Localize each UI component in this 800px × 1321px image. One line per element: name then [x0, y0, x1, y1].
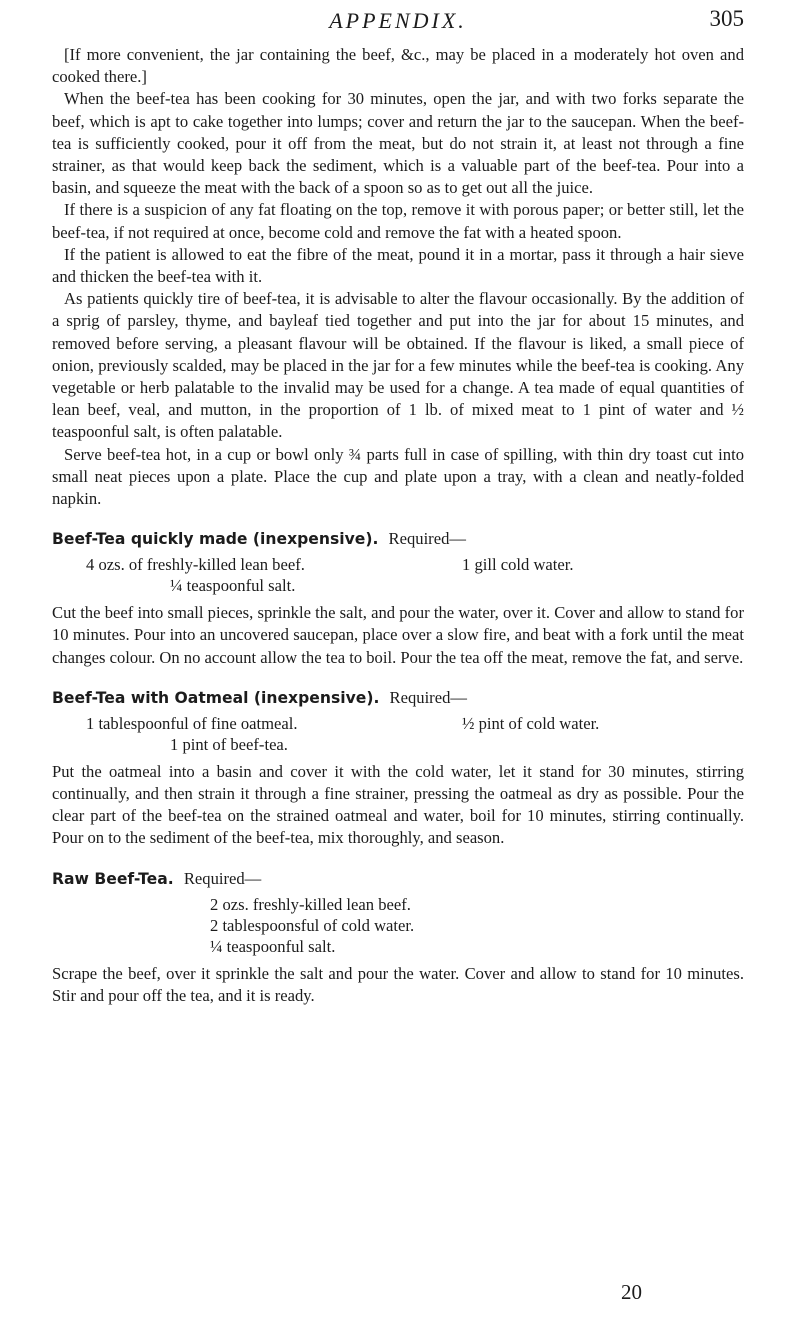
- ingredient: 4 ozs. of freshly-killed lean beef.: [86, 555, 305, 575]
- paragraph: If there is a suspicion of any fat floating on the top, remove it with porous paper; or better still, let the beef-tea, if not required at once, become cold and remove the fat with a heated spoon.: [52, 200, 744, 242]
- recipe-beef-tea-quick: [52, 528, 744, 669]
- signature-mark: 20: [621, 1280, 642, 1304]
- required-label: Required—: [389, 687, 467, 707]
- required-label: Required—: [388, 529, 466, 549]
- ingredients: [52, 894, 744, 957]
- page-number: 305: [709, 6, 744, 31]
- recipe-title: Beef-Tea with Oatmeal (inexpensive).: [52, 688, 380, 707]
- recipe-method: Put the oatmeal into a basin and cover it with the cold water, let it stand for 30 minutes, stirring continually, and then strain it through a fine strainer, pressing the oatmeal as dry as possible. Pour the clear part of the beef-tea on the strained oatmeal and water, boil for 10 minutes, stirring continually. Pour on to the sediment of the beef-tea, mix thoroughly, and season.: [52, 761, 744, 848]
- ingredients: [52, 554, 744, 596]
- paragraph: [If more convenient, the jar containing the beef, &c., may be placed in a moderately hot oven and cooked there.]: [52, 45, 744, 87]
- recipe-raw-beef-tea: [52, 868, 744, 1007]
- recipe-title: Beef-Tea quickly made (inexpensive).: [52, 530, 379, 549]
- required-label: Required—: [183, 868, 262, 888]
- ingredient: 2 ozs. freshly-killed lean beef.: [210, 894, 411, 914]
- ingredients: [52, 713, 744, 755]
- running-head: APPENDIX.: [329, 8, 467, 33]
- recipe-title: Raw Beef-Tea.: [52, 869, 174, 888]
- ingredient: 1 gill cold water.: [462, 555, 574, 575]
- recipe-heading: [52, 868, 744, 890]
- ingredient: 1 pint of beef-tea.: [170, 734, 288, 754]
- paragraph: Serve beef-tea hot, in a cup or bowl only ¾ parts full in case of spilling, with thin dry toast cut into small neat pieces upon a plate. Place the cup and plate upon a tray, with a clean and neatly-folded napkin.: [52, 444, 744, 509]
- paragraph: As patients quickly tire of beef-tea, it is advisable to alter the flavour occasionally. By the addition of a sprig of parsley, thyme, and bayleaf tied together and put into the jar for about 15 minutes, and removed before serving, a pleasant flavour will be obtained. If the flavour is liked, a small piece of onion, previously scalded, may be placed in the jar for a few minutes while the beef-tea is cooking. Any vegetable or herb palatable to the invalid may be used for a change. A tea made of equal quantities of lean beef, veal, and mutton, in the proportion of 1 lb. of mixed meat to 1 pint of water and ½ teaspoonful salt, is often palatable.: [52, 289, 744, 442]
- ingredient: 2 tablespoonsful of cold water.: [210, 915, 415, 935]
- recipe-method: Scrape the beef, over it sprinkle the salt and pour the water. Cover and allow to stand for 10 minutes. Stir and pour off the tea, and it is ready.: [52, 963, 744, 1005]
- paragraph: When the beef-tea has been cooking for 30 minutes, open the jar, and with two forks separate the beef, which is apt to cake together into lumps; cover and return the jar to the saucepan. When the beef-tea is sufficiently cooked, pour it off from the meat, but do not strain it, at least not through a fine strainer, as that would keep back the sediment, which is a valuable part of the beef-tea. Pour into a basin, and squeeze the meat with the back of a spoon so as to get out all the juice.: [52, 89, 744, 198]
- recipe-beef-tea-oatmeal: [52, 687, 744, 850]
- page-header: [52, 0, 744, 44]
- recipe-heading: [52, 687, 744, 709]
- intro-text: [52, 44, 744, 510]
- ingredient: 1 tablespoonful of fine oatmeal.: [86, 713, 298, 733]
- ingredient: ½ pint of cold water.: [462, 713, 600, 733]
- ingredient: ¼ teaspoonful salt.: [170, 576, 296, 596]
- paragraph: If the patient is allowed to eat the fibre of the meat, pound it in a mortar, pass it through a hair sieve and thicken the beef-tea with it.: [52, 244, 744, 287]
- ingredient: ¼ teaspoonful salt.: [210, 936, 336, 956]
- recipe-method: Cut the beef into small pieces, sprinkle the salt, and pour the water, over it. Cover and allow to stand for 10 minutes. Pour into an uncovered saucepan, place over a slow fire, and beat with a fork until the meat changes colour. On no account allow the tea to boil. Pour the tea off the meat, remove the fat, and serve.: [52, 603, 744, 667]
- recipe-heading: [52, 528, 744, 550]
